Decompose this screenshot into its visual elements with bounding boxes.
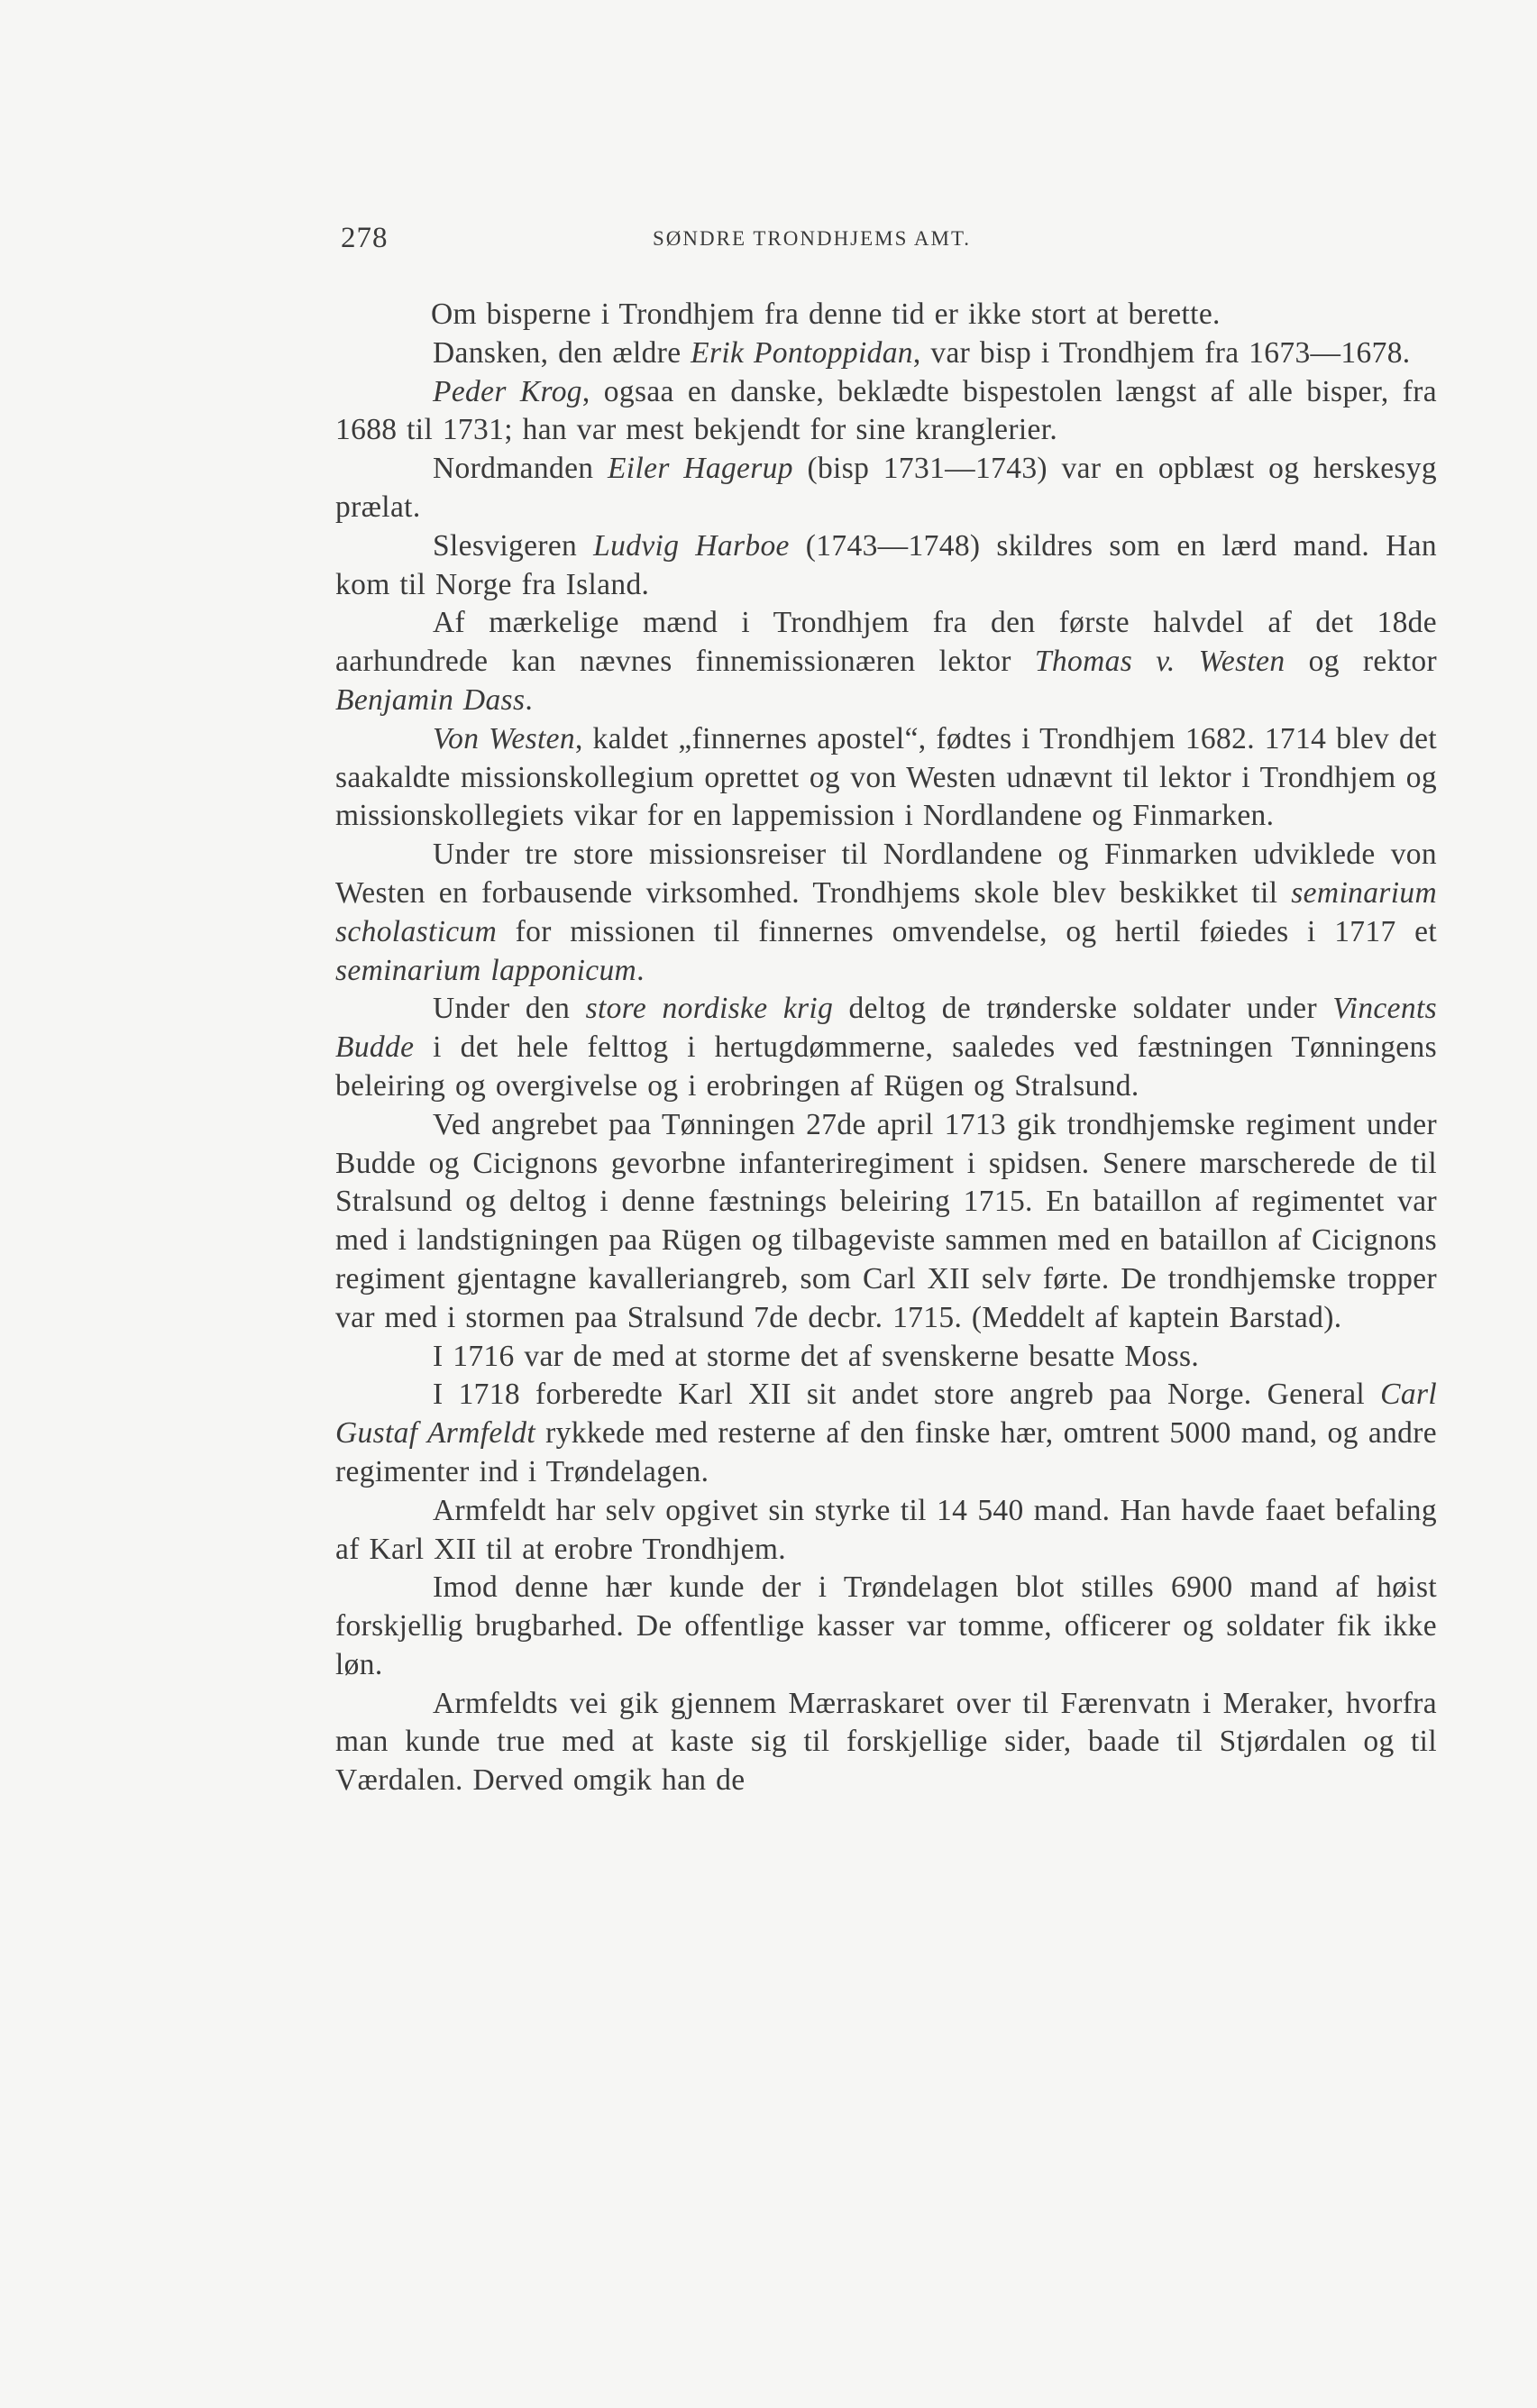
- text-run: Nordmanden: [433, 452, 608, 486]
- text-run: , var bisp i Trondhjem fra 1673—1678.: [912, 335, 1411, 370]
- italic-run: Vincents Budde: [335, 992, 1438, 1065]
- text-run: og rektor: [1285, 645, 1437, 679]
- italic-run: Ludvig Harboe: [593, 528, 790, 563]
- text-run: (1743—1748) skildres som en lærd mand. Han kom til Norge fra Island.: [335, 528, 1437, 601]
- paragraph: [335, 450, 1437, 527]
- paragraph: [335, 1492, 1437, 1570]
- italic-run: Peder Krog: [433, 374, 582, 408]
- italic-run: seminarium lapponicum: [335, 953, 637, 987]
- text-run: (bisp 1731—1743) var en opblæst og herskesyg prælat.: [335, 452, 1437, 524]
- text-run: Ved angrebet paa Tønningen 27de april 1713 gik trondhjemske regiment under Budde og Cicignons gevorbne infanteriregiment i spidsen. Senere marscherede de til Stralsund og deltog i denne fæstnings beleiring 1715. En bataillon af regimentet var med i landstigningen paa Rügen og tilbageviste sammen med en bataillon af Cicignons regiment gjentagne kavalleriangreb, som Carl XII selv førte. De trondhjemske tropper var med i stormen paa Stralsund 7de decbr. 1715. (Meddelt af kaptein Barstad).: [335, 1107, 1437, 1334]
- paragraph: [335, 1338, 1437, 1377]
- paragraph: [335, 1569, 1437, 1684]
- text-run: deltog de trønderske soldater under: [833, 992, 1333, 1026]
- text-run: I 1716 var de med at storme det af svenskerne besatte Moss.: [433, 1339, 1200, 1373]
- paragraph: [335, 990, 1437, 1105]
- text-run: for missionen til finnernes omvendelse, og hertil føiedes i 1717 et: [497, 914, 1437, 948]
- paragraph: [335, 836, 1437, 990]
- italic-run: Eiler Hagerup: [607, 452, 793, 486]
- paragraph: [335, 604, 1437, 719]
- text-run: Under den: [433, 992, 586, 1026]
- text-run: I 1718 forberedte Karl XII sit andet store angreb paa Norge. General: [433, 1378, 1381, 1412]
- italic-run: seminarium scholasticum: [335, 875, 1437, 948]
- text-run: Af mærkelige mænd i Trondhjem fra den første halvdel af det 18de aarhundrede kan nævnes finnemissionæren lektor: [335, 606, 1437, 679]
- paragraph: [335, 527, 1437, 605]
- text-run: .: [525, 682, 534, 717]
- paragraph: [335, 334, 1437, 373]
- page-number: 278: [341, 222, 389, 254]
- paragraph: [335, 720, 1437, 836]
- body-text: [335, 296, 1437, 1800]
- italic-run: Benjamin Dass: [335, 682, 526, 717]
- running-title: SØNDRE TRONDHJEMS AMT.: [653, 227, 972, 250]
- paragraph: [335, 1376, 1437, 1491]
- italic-run: Thomas v. Westen: [1034, 645, 1285, 679]
- text-run: Under tre store missionsreiser til Nordlandene og Finmarken udviklede von Westen en forbausende virksomhed. Trondhjems skole blev beskikket til: [335, 838, 1437, 910]
- text-run: i det hele felttog i hertugdømmerne, saaledes ved fæstningen Tønningens beleiring og overgivelse og i erobringen af Rügen og Stralsund.: [335, 1030, 1437, 1103]
- text-run: Om bisperne i Trondhjem fra denne tid er ikke stort at berette.: [431, 298, 1221, 331]
- text-run: , ogsaa en danske, beklædte bispestolen længst af alle bisper, fra 1688 til 1731; han var mest bekjendt for sine kranglerier.: [335, 374, 1437, 447]
- paragraph: [335, 296, 1437, 334]
- page-header: [341, 222, 1439, 260]
- text-run: Slesvigeren: [433, 528, 594, 563]
- paragraph: [335, 1106, 1437, 1338]
- italic-run: Carl Gustaf Armfeldt: [335, 1378, 1437, 1451]
- text-run: Armfeldts vei gik gjennem Mærraskaret over til Færenvatn i Meraker, hvorfra man kunde true med at kaste sig til forskjellige sider, baade til Stjørdalen og til Værdalen. Derved omgik han de: [335, 1686, 1437, 1798]
- italic-run: store nordiske krig: [585, 992, 834, 1026]
- text-run: , kaldet „finnernes apostel“, fødtes i Trondhjem 1682. 1714 blev det saakaldte missionskollegium oprettet og von Westen udnævnt til lektor i Trondhjem og missionskollegiets vikar for en lappemission i Nordlandene og Finmarken.: [335, 721, 1437, 833]
- paragraph: [335, 1685, 1437, 1800]
- italic-run: Von Westen: [433, 721, 575, 755]
- text-run: .: [636, 953, 645, 987]
- text-run: Armfeldt har selv opgivet sin styrke til 14 540 mand. Han havde faaet befaling af Karl XII til at erobre Trondhjem.: [335, 1493, 1437, 1566]
- italic-run: Erik Pontoppidan: [691, 335, 913, 370]
- text-run: Imod denne hær kunde der i Trøndelagen blot stilles 6900 mand af høist forskjellig brugbarhed. De offentlige kasser var tomme, officerer og soldater fik ikke løn.: [335, 1570, 1437, 1681]
- text-run: rykkede med resterne af den finske hær, omtrent 5000 mand, og andre regimenter ind i Trøndelagen.: [335, 1416, 1437, 1488]
- paragraph: [335, 373, 1437, 451]
- text-run: Dansken, den ældre: [433, 335, 691, 370]
